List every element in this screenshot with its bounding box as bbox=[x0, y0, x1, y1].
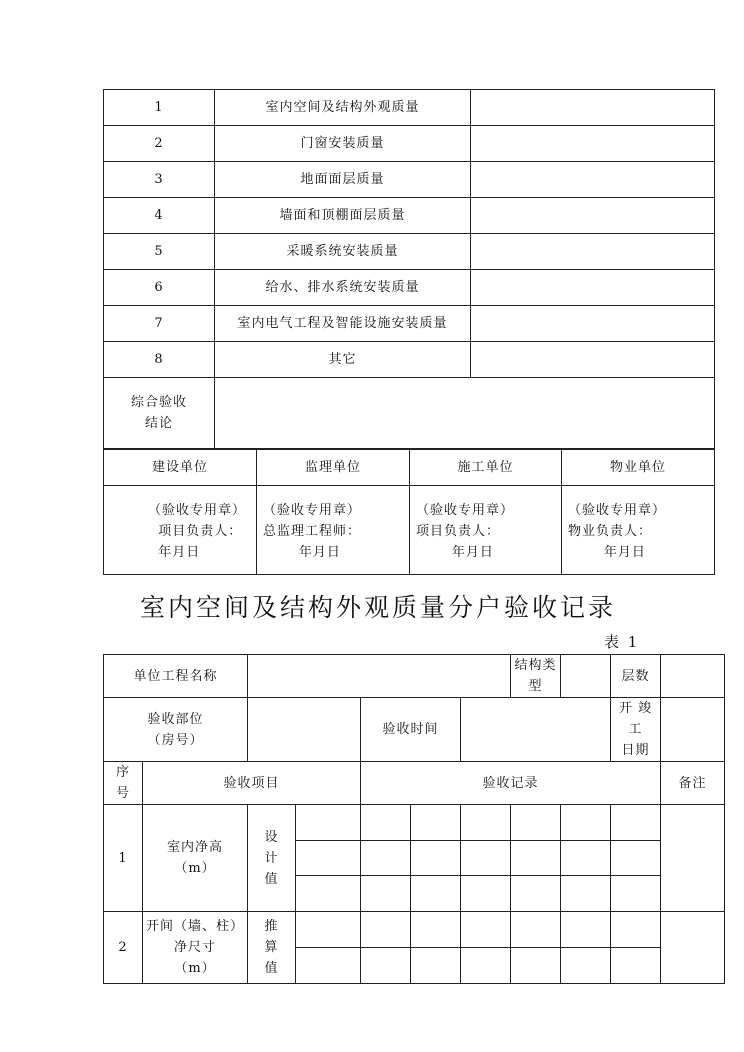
row-kind bbox=[248, 805, 296, 912]
record-cell[interactable] bbox=[611, 912, 661, 948]
item-name: 给水、排水系统安装质量 bbox=[215, 270, 471, 306]
record-cell[interactable] bbox=[461, 841, 511, 876]
conclusion-value[interactable] bbox=[215, 378, 715, 449]
part-field[interactable] bbox=[248, 698, 361, 762]
table-row bbox=[104, 342, 715, 378]
unit-header-contractor: 施工单位 bbox=[410, 450, 562, 486]
record-cell[interactable] bbox=[511, 841, 561, 876]
signature-cell-contractor[interactable] bbox=[410, 486, 562, 575]
item-remark[interactable] bbox=[471, 306, 715, 342]
item-name: 地面面层质量 bbox=[215, 162, 471, 198]
table-row bbox=[104, 198, 715, 234]
record-cell[interactable] bbox=[611, 876, 661, 912]
item-remark[interactable] bbox=[471, 162, 715, 198]
item-remark[interactable] bbox=[471, 126, 715, 162]
record-cell[interactable] bbox=[411, 876, 461, 912]
acceptance-items-table bbox=[103, 89, 715, 449]
conclusion-label-line1: 综合验收 bbox=[130, 395, 187, 410]
record-header: 验收记录 bbox=[361, 762, 661, 805]
project-name-label: 单位工程名称 bbox=[104, 655, 248, 698]
form-row-header bbox=[104, 762, 725, 805]
record-cell[interactable] bbox=[461, 805, 511, 841]
record-cell[interactable] bbox=[511, 876, 561, 912]
row-item-line1: 室内净高 bbox=[167, 840, 224, 855]
kind-char: 计 bbox=[264, 850, 279, 866]
item-name: 室内空间及结构外观质量 bbox=[215, 90, 471, 126]
part-label bbox=[104, 698, 248, 762]
record-cell[interactable] bbox=[611, 948, 661, 984]
row-item-line1: 开间（墙、柱） bbox=[146, 919, 245, 934]
item-no: 5 bbox=[104, 234, 215, 270]
floors-field[interactable] bbox=[661, 655, 725, 698]
item-remark[interactable] bbox=[471, 270, 715, 306]
record-cell[interactable] bbox=[361, 841, 411, 876]
kind-char: 算 bbox=[264, 940, 279, 955]
date-text: 年月日 bbox=[148, 544, 201, 560]
record-cell[interactable] bbox=[296, 805, 361, 841]
person-text: 总监理工程师： bbox=[263, 523, 362, 539]
row-item-line3: （m） bbox=[174, 961, 216, 976]
completion-field[interactable] bbox=[661, 698, 725, 762]
time-field[interactable] bbox=[461, 698, 611, 762]
date-text: 年月日 bbox=[416, 544, 494, 560]
record-cell[interactable] bbox=[296, 841, 361, 876]
signature-cell-supervision[interactable] bbox=[257, 486, 410, 575]
unit-header-supervision: 监理单位 bbox=[257, 450, 410, 486]
item-remark[interactable] bbox=[471, 198, 715, 234]
item-name: 墙面和顶棚面层质量 bbox=[215, 198, 471, 234]
seq-label-line2: 号 bbox=[115, 786, 130, 801]
table-row bbox=[104, 805, 725, 841]
row-kind bbox=[248, 912, 296, 984]
seal-text: （验收专用章） bbox=[568, 502, 667, 518]
unit-header-construction: 建设单位 bbox=[104, 450, 257, 486]
record-cell[interactable] bbox=[411, 912, 461, 948]
conclusion-row bbox=[104, 378, 715, 449]
table-row bbox=[104, 162, 715, 198]
conclusion-label bbox=[104, 378, 215, 449]
signature-header-row bbox=[104, 450, 715, 486]
record-cell[interactable] bbox=[361, 805, 411, 841]
item-remark[interactable] bbox=[471, 234, 715, 270]
record-cell[interactable] bbox=[461, 912, 511, 948]
row-item bbox=[143, 805, 248, 912]
record-cell[interactable] bbox=[561, 805, 611, 841]
kind-char: 设 bbox=[264, 829, 279, 845]
seal-text: （验收专用章） bbox=[148, 502, 247, 518]
record-cell[interactable] bbox=[561, 912, 611, 948]
seal-text: （验收专用章） bbox=[263, 502, 362, 518]
completion-label-line2: 日期 bbox=[621, 743, 650, 758]
conclusion-label-line2: 结论 bbox=[144, 416, 173, 431]
record-cell[interactable] bbox=[361, 876, 411, 912]
table-row bbox=[104, 306, 715, 342]
completion-label-line1: 开 竣工 bbox=[618, 701, 653, 737]
record-cell[interactable] bbox=[611, 841, 661, 876]
row-item bbox=[143, 912, 248, 984]
record-cell[interactable] bbox=[296, 876, 361, 912]
part-label-line2: （房号） bbox=[147, 732, 204, 748]
remark-header: 备注 bbox=[661, 762, 725, 805]
signature-cell-property[interactable] bbox=[562, 486, 715, 575]
person-text: 项目负责人： bbox=[416, 523, 501, 539]
completion-label bbox=[611, 698, 661, 762]
seal-text: （验收专用章） bbox=[416, 502, 515, 518]
time-label: 验收时间 bbox=[361, 698, 461, 762]
record-cell[interactable] bbox=[411, 948, 461, 984]
item-name: 其它 bbox=[215, 342, 471, 378]
item-name: 采暖系统安装质量 bbox=[215, 234, 471, 270]
item-no: 6 bbox=[104, 270, 215, 306]
remark-cell[interactable] bbox=[661, 912, 725, 984]
table-row bbox=[104, 270, 715, 306]
structure-type-label: 结构类型 bbox=[511, 655, 561, 698]
table-number: 表 1 bbox=[604, 633, 640, 651]
form-row-part bbox=[104, 698, 725, 762]
seq-label-line1: 序 bbox=[115, 765, 130, 780]
remark-cell[interactable] bbox=[661, 805, 725, 912]
item-no: 2 bbox=[104, 126, 215, 162]
person-text: 项目负责人： bbox=[148, 523, 243, 539]
unit-header-property: 物业单位 bbox=[562, 450, 715, 486]
row-no: 1 bbox=[104, 805, 143, 912]
item-name: 室内电气工程及智能设施安装质量 bbox=[215, 306, 471, 342]
kind-char: 值 bbox=[264, 871, 279, 887]
item-remark[interactable] bbox=[471, 342, 715, 378]
record-cell[interactable] bbox=[461, 876, 511, 912]
signature-row bbox=[104, 486, 715, 575]
record-cell[interactable] bbox=[461, 948, 511, 984]
item-remark[interactable] bbox=[471, 90, 715, 126]
record-cell[interactable] bbox=[296, 912, 361, 948]
table-row bbox=[104, 912, 725, 948]
signature-table bbox=[103, 449, 715, 575]
table-row bbox=[104, 126, 715, 162]
item-no: 3 bbox=[104, 162, 215, 198]
item-no: 4 bbox=[104, 198, 215, 234]
floors-label: 层数 bbox=[611, 655, 661, 698]
project-name-field[interactable] bbox=[248, 655, 511, 698]
row-item-line2: 净尺寸 bbox=[174, 940, 217, 955]
record-form-table bbox=[103, 654, 725, 984]
signature-cell-construction[interactable] bbox=[104, 486, 257, 575]
person-text: 物业负责人： bbox=[568, 523, 653, 539]
form-row-project bbox=[104, 655, 725, 698]
part-label-line1: 验收部位 bbox=[147, 711, 204, 727]
kind-char: 值 bbox=[264, 961, 279, 976]
record-cell[interactable] bbox=[511, 805, 561, 841]
record-cell[interactable] bbox=[561, 876, 611, 912]
item-no: 1 bbox=[104, 90, 215, 126]
item-no: 7 bbox=[104, 306, 215, 342]
structure-type-field[interactable] bbox=[561, 655, 611, 698]
kind-char: 推 bbox=[264, 919, 279, 934]
row-no: 2 bbox=[104, 912, 143, 984]
record-cell[interactable] bbox=[411, 805, 461, 841]
item-no: 8 bbox=[104, 342, 215, 378]
row-item-line2: （m） bbox=[174, 861, 216, 876]
record-cell[interactable] bbox=[511, 948, 561, 984]
record-cell[interactable] bbox=[296, 948, 361, 984]
date-text: 年月日 bbox=[263, 544, 341, 560]
table-row bbox=[104, 234, 715, 270]
record-cell[interactable] bbox=[361, 948, 411, 984]
record-cell[interactable] bbox=[561, 841, 611, 876]
record-cell[interactable] bbox=[561, 948, 611, 984]
record-cell[interactable] bbox=[411, 841, 461, 876]
record-cell[interactable] bbox=[611, 805, 661, 841]
record-cell[interactable] bbox=[361, 912, 411, 948]
table-row bbox=[104, 90, 715, 126]
seq-label bbox=[104, 762, 143, 805]
record-cell[interactable] bbox=[511, 912, 561, 948]
item-name: 门窗安装质量 bbox=[215, 126, 471, 162]
date-text: 年月日 bbox=[568, 544, 646, 560]
item-header: 验收项目 bbox=[143, 762, 361, 805]
page-title: 室内空间及结构外观质量分户验收记录 bbox=[140, 593, 617, 622]
